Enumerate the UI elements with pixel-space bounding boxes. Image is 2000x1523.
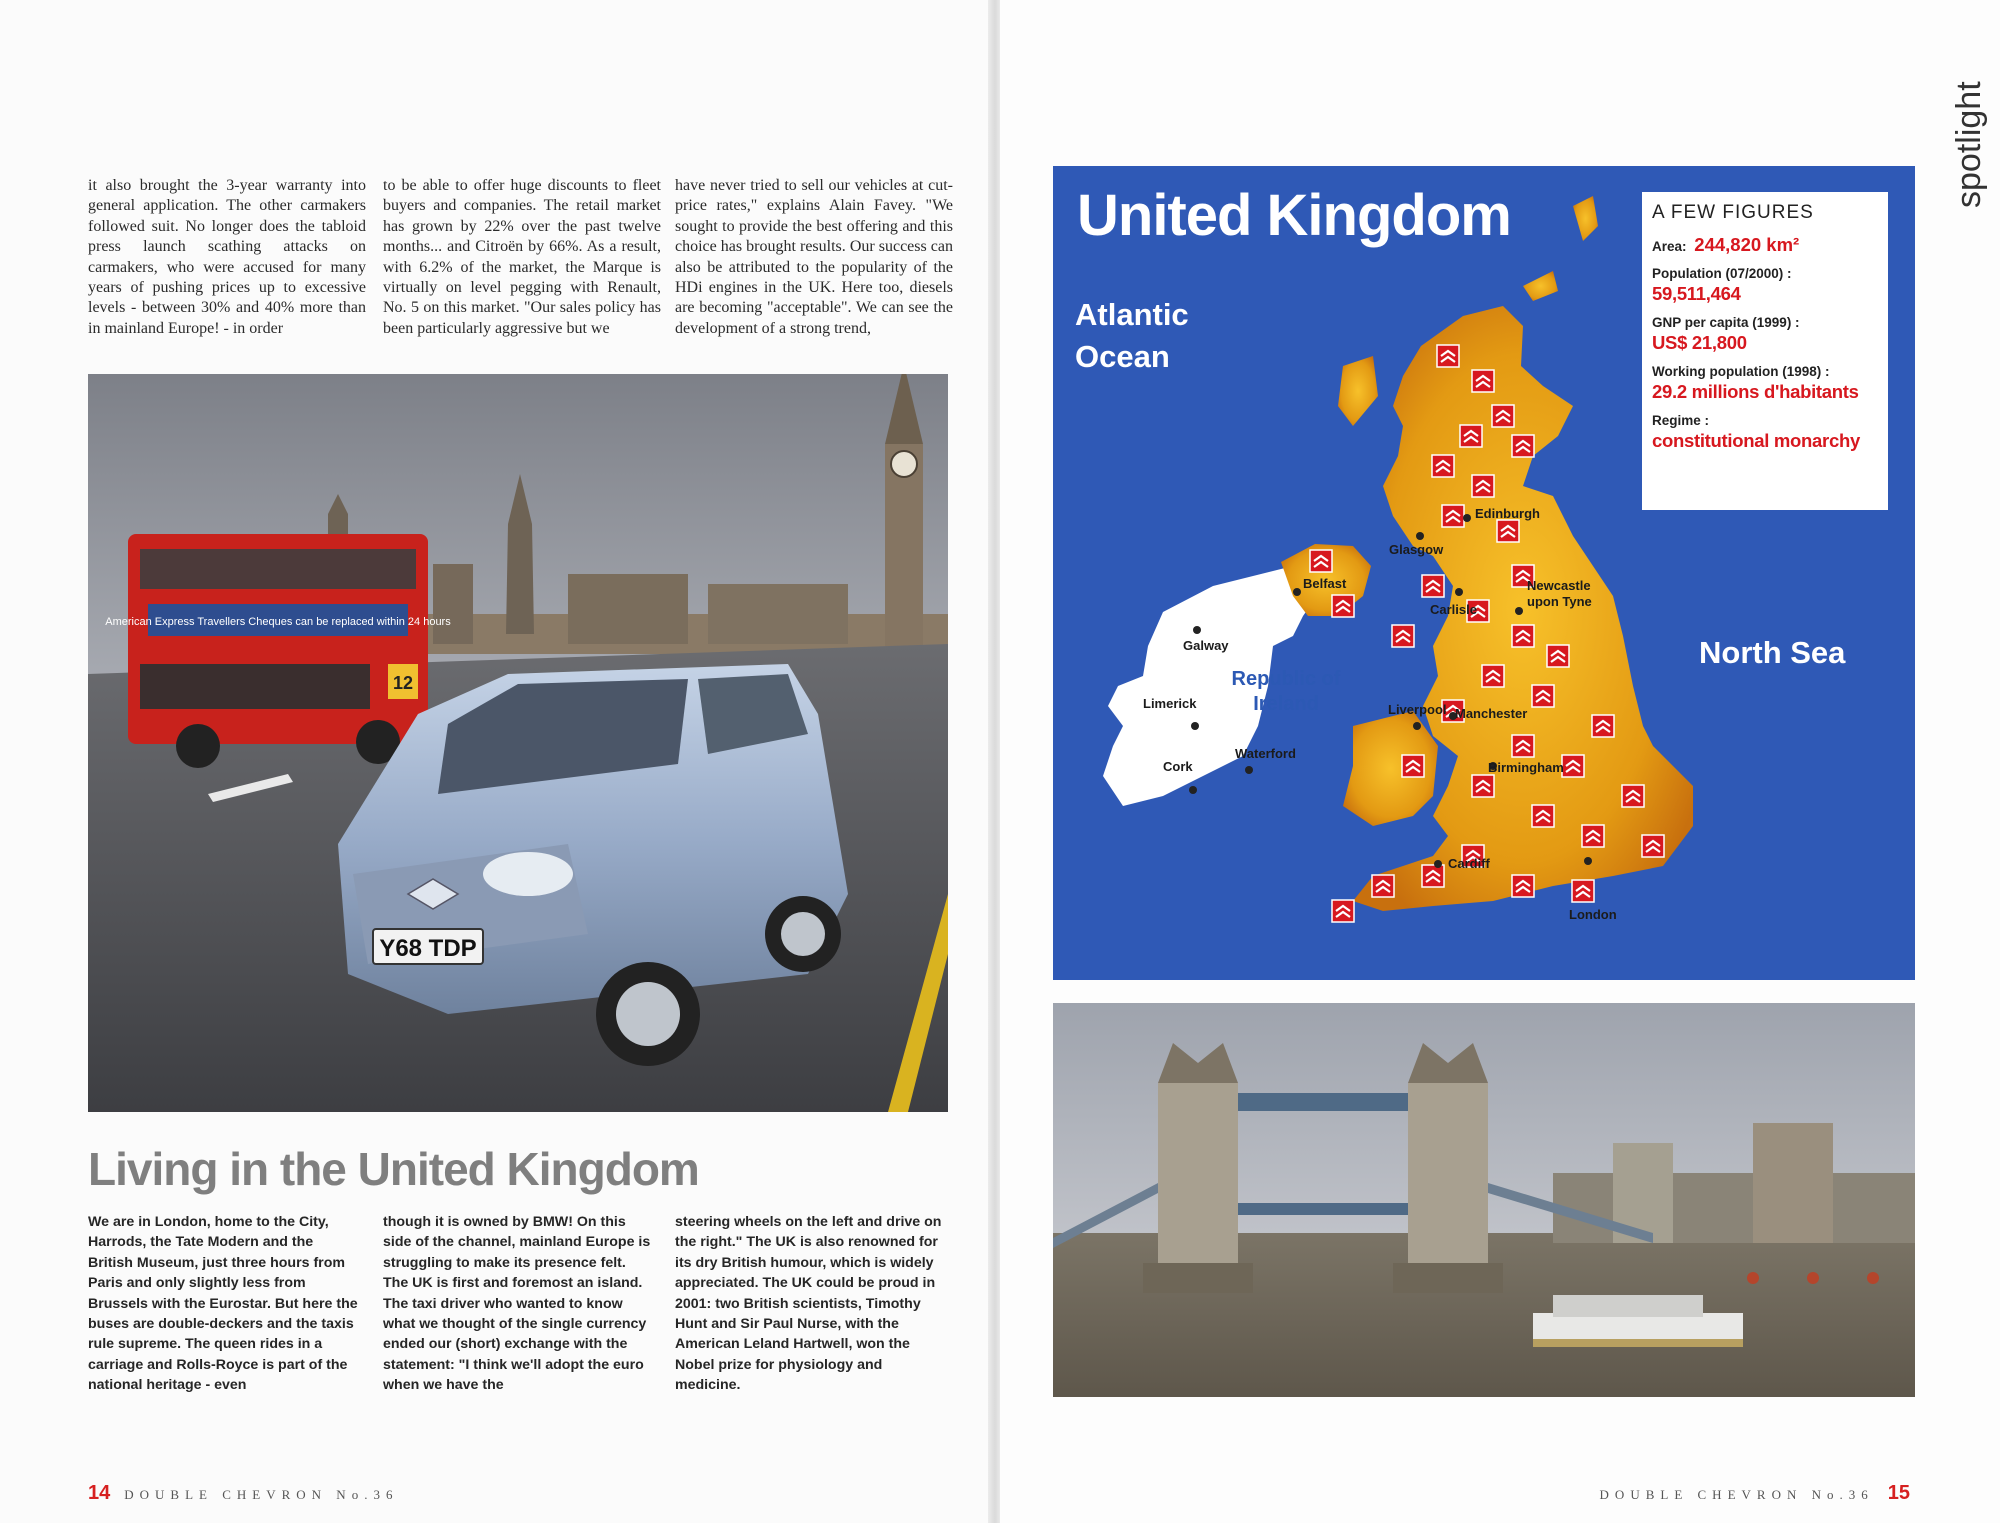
chevron-marker-icon <box>1532 685 1554 707</box>
city-dot-liverpool <box>1413 722 1421 730</box>
chevron-marker-icon <box>1492 405 1514 427</box>
city-label-waterford: Waterford <box>1235 746 1296 761</box>
working-population-label: Working population (1998) : <box>1652 364 1830 379</box>
gnp-label: GNP per capita (1999) : <box>1652 315 1800 330</box>
chevron-marker-icon <box>1332 900 1354 922</box>
area-label-text: Area: <box>1652 239 1687 254</box>
city-dot-belfast <box>1293 588 1301 596</box>
chevron-marker-icon <box>1642 835 1664 857</box>
chevron-marker-icon <box>1422 865 1444 887</box>
city-dot-london <box>1584 857 1592 865</box>
chevron-marker-icon <box>1592 715 1614 737</box>
city-dot-newcastle <box>1515 607 1523 615</box>
chevron-marker-icon <box>1432 455 1454 477</box>
chevron-marker-icon <box>1622 785 1644 807</box>
left-page <box>0 0 990 1523</box>
body-column-1: We are in London, home to the City, Harrods, the Tate Modern and the British Museum, just three hours from Paris and only slightly less from Brussels with the Eurostar. But here the buses are double-deckers and the taxis rule supreme. The queen rides in a carriage and Rolls-Royce is part of the national heritage - even <box>88 1214 358 1394</box>
section-label: spotlight <box>1950 81 1988 208</box>
license-plate: Y68 TDP <box>379 935 477 962</box>
page-number-left: 14 <box>88 1482 111 1504</box>
intro-column-1 <box>88 176 366 339</box>
atlantic-ocean-label: Atlantic Ocean <box>1075 297 1189 374</box>
regime-value: constitutional monarchy <box>1652 430 1860 451</box>
working-population-value: 29.2 millions d'habitants <box>1652 381 1859 402</box>
chevron-marker-icon <box>1332 595 1354 617</box>
uk-map <box>1053 166 1915 980</box>
city-dot-carlisle <box>1455 588 1463 596</box>
tower-bridge-photo <box>1053 1003 1915 1397</box>
city-label-london: London <box>1569 907 1617 922</box>
city-label-manchester: Manchester <box>1455 706 1528 721</box>
city-label-edinburgh: Edinburgh <box>1475 506 1540 521</box>
north-sea-label: North Sea <box>1699 635 1846 670</box>
chevron-marker-icon <box>1310 550 1332 572</box>
chevron-marker-icon <box>1582 825 1604 847</box>
section-headline: Living in the United Kingdom <box>88 1143 699 1195</box>
chevron-marker-icon <box>1532 805 1554 827</box>
right-page <box>1000 0 2000 1523</box>
chevron-marker-icon <box>1512 435 1534 457</box>
figures-title: A FEW FIGURES <box>1652 202 1814 223</box>
chevron-marker-icon <box>1437 345 1459 367</box>
chevron-marker-icon <box>1472 775 1494 797</box>
intro-column-3 <box>675 176 953 339</box>
city-label-galway: Galway <box>1183 638 1229 653</box>
orkney-shape <box>1523 271 1558 301</box>
body-column-2: though it is owned by BMW! On this side of the channel, mainland Europe is struggling to make its presence felt. The UK is first and foremost an island. The taxi driver who wanted to know what we thought of the single currency ended our (short) exchange with the statement: "I think we'll adopt the euro when we have the <box>383 1214 651 1394</box>
chevron-marker-icon <box>1402 755 1424 777</box>
chevron-marker-icon <box>1472 475 1494 497</box>
bus-route-number: 12 <box>392 673 414 693</box>
chevron-marker-icon <box>1372 875 1394 897</box>
chevron-marker-icon <box>1512 735 1534 757</box>
chevron-marker-icon <box>1482 665 1504 687</box>
regime-label: Regime : <box>1652 413 1710 428</box>
city-dot-cork <box>1189 786 1197 794</box>
london-car-photo <box>88 374 948 1112</box>
republic-of-ireland-label: Republic of Ireland <box>1231 668 1341 715</box>
area-value: 244,820 km² <box>1694 234 1800 255</box>
bus-banner-text: American Express Travellers Cheques can be replaced within 24 hours <box>105 616 451 628</box>
population-value: 59,511,464 <box>1652 283 1741 304</box>
page-number-right: 15 <box>1887 1482 1910 1504</box>
city-label-carlisle: Carlisle <box>1430 602 1477 617</box>
city-dot-limerick <box>1191 722 1199 730</box>
intro-text-3: have never tried to sell our vehicles at cut-price rates," explains Alain Favey. "We sought to provide the best offering and this choice has brought results. Our success can also be attributed to the popularity of the HDi engines in the UK. Here too, diesels are becoming "acceptable". We can see the development of a strong trend, <box>675 177 953 337</box>
intro-column-2 <box>383 176 661 339</box>
chevron-marker-icon <box>1572 880 1594 902</box>
city-label-belfast: Belfast <box>1303 576 1347 591</box>
intro-text-2: to be able to offer huge discounts to fleet buyers and companies. The retail market has grown by 22% over the past twelve months... and Citroën by 66%. As a result, with 6.2% of the market, the Marque is virtually on level pegging with Renault, No. 5 on this market. "Our sales policy has been particularly aggressive but we <box>383 177 661 337</box>
chevron-marker-icon <box>1512 875 1534 897</box>
city-label-cork: Cork <box>1163 759 1193 774</box>
area-label <box>1652 234 1878 256</box>
car-photo-illustration <box>88 374 948 1112</box>
city-dot-edinburgh <box>1463 514 1471 522</box>
folio-left <box>88 1482 398 1505</box>
gnp-value: US$ 21,800 <box>1652 332 1747 353</box>
figures-panel <box>1642 192 1888 510</box>
chevron-marker-icon <box>1512 625 1534 647</box>
city-label-cardiff: Cardiff <box>1448 856 1490 871</box>
chevron-marker-icon <box>1422 575 1444 597</box>
city-label-birmingham: Birmingham <box>1488 760 1564 775</box>
magazine-name-left: DOUBLE CHEVRON No.36 <box>124 1487 399 1502</box>
chevron-marker-icon <box>1547 645 1569 667</box>
chevron-marker-icon <box>1460 425 1482 447</box>
hebrides-shape <box>1338 356 1378 426</box>
shetland-shape <box>1573 196 1598 241</box>
city-label-liverpool: Liverpool <box>1388 702 1447 717</box>
intro-text-1: it also brought the 3-year warranty into general application. The other carmakers followed suit. No longer does the tabloid press launch scathing attacks on carmakers, who were accused for many years of pushing prices up to excessive levels - between 30% and 40% more than in mainland Europe! - in order <box>88 177 366 337</box>
population-label: Population (07/2000) : <box>1652 266 1792 281</box>
city-dot-waterford <box>1245 766 1253 774</box>
folio-right <box>1600 1482 1910 1505</box>
bridge-photo-illustration <box>1053 1003 1915 1397</box>
chevron-marker-icon <box>1442 505 1464 527</box>
map-title: United Kingdom <box>1077 183 1511 248</box>
chevron-marker-icon <box>1497 520 1519 542</box>
city-dot-glasgow <box>1416 532 1424 540</box>
city-label-glasgow: Glasgow <box>1389 542 1444 557</box>
city-label-newcastle: Newcastle upon Tyne <box>1527 578 1592 609</box>
chevron-marker-icon <box>1562 755 1584 777</box>
city-label-limerick: Limerick <box>1143 696 1197 711</box>
city-dot-cardiff <box>1434 860 1442 868</box>
chevron-marker-icon <box>1392 625 1414 647</box>
city-dot-galway <box>1193 626 1201 634</box>
section-tab <box>1950 8 1990 208</box>
chevron-marker-icon <box>1472 370 1494 392</box>
magazine-name-right: DOUBLE CHEVRON No.36 <box>1599 1487 1874 1502</box>
body-column-3: steering wheels on the left and drive on the right." The UK is also renowned for its dry British humour, which is widely appreciated. The UK could be proud in 2001: two British scientists, Timothy Hunt and Sir Paul Nurse, with the American Leland Hartwell, won the Nobel prize for physiology and medicine. <box>675 1214 942 1394</box>
